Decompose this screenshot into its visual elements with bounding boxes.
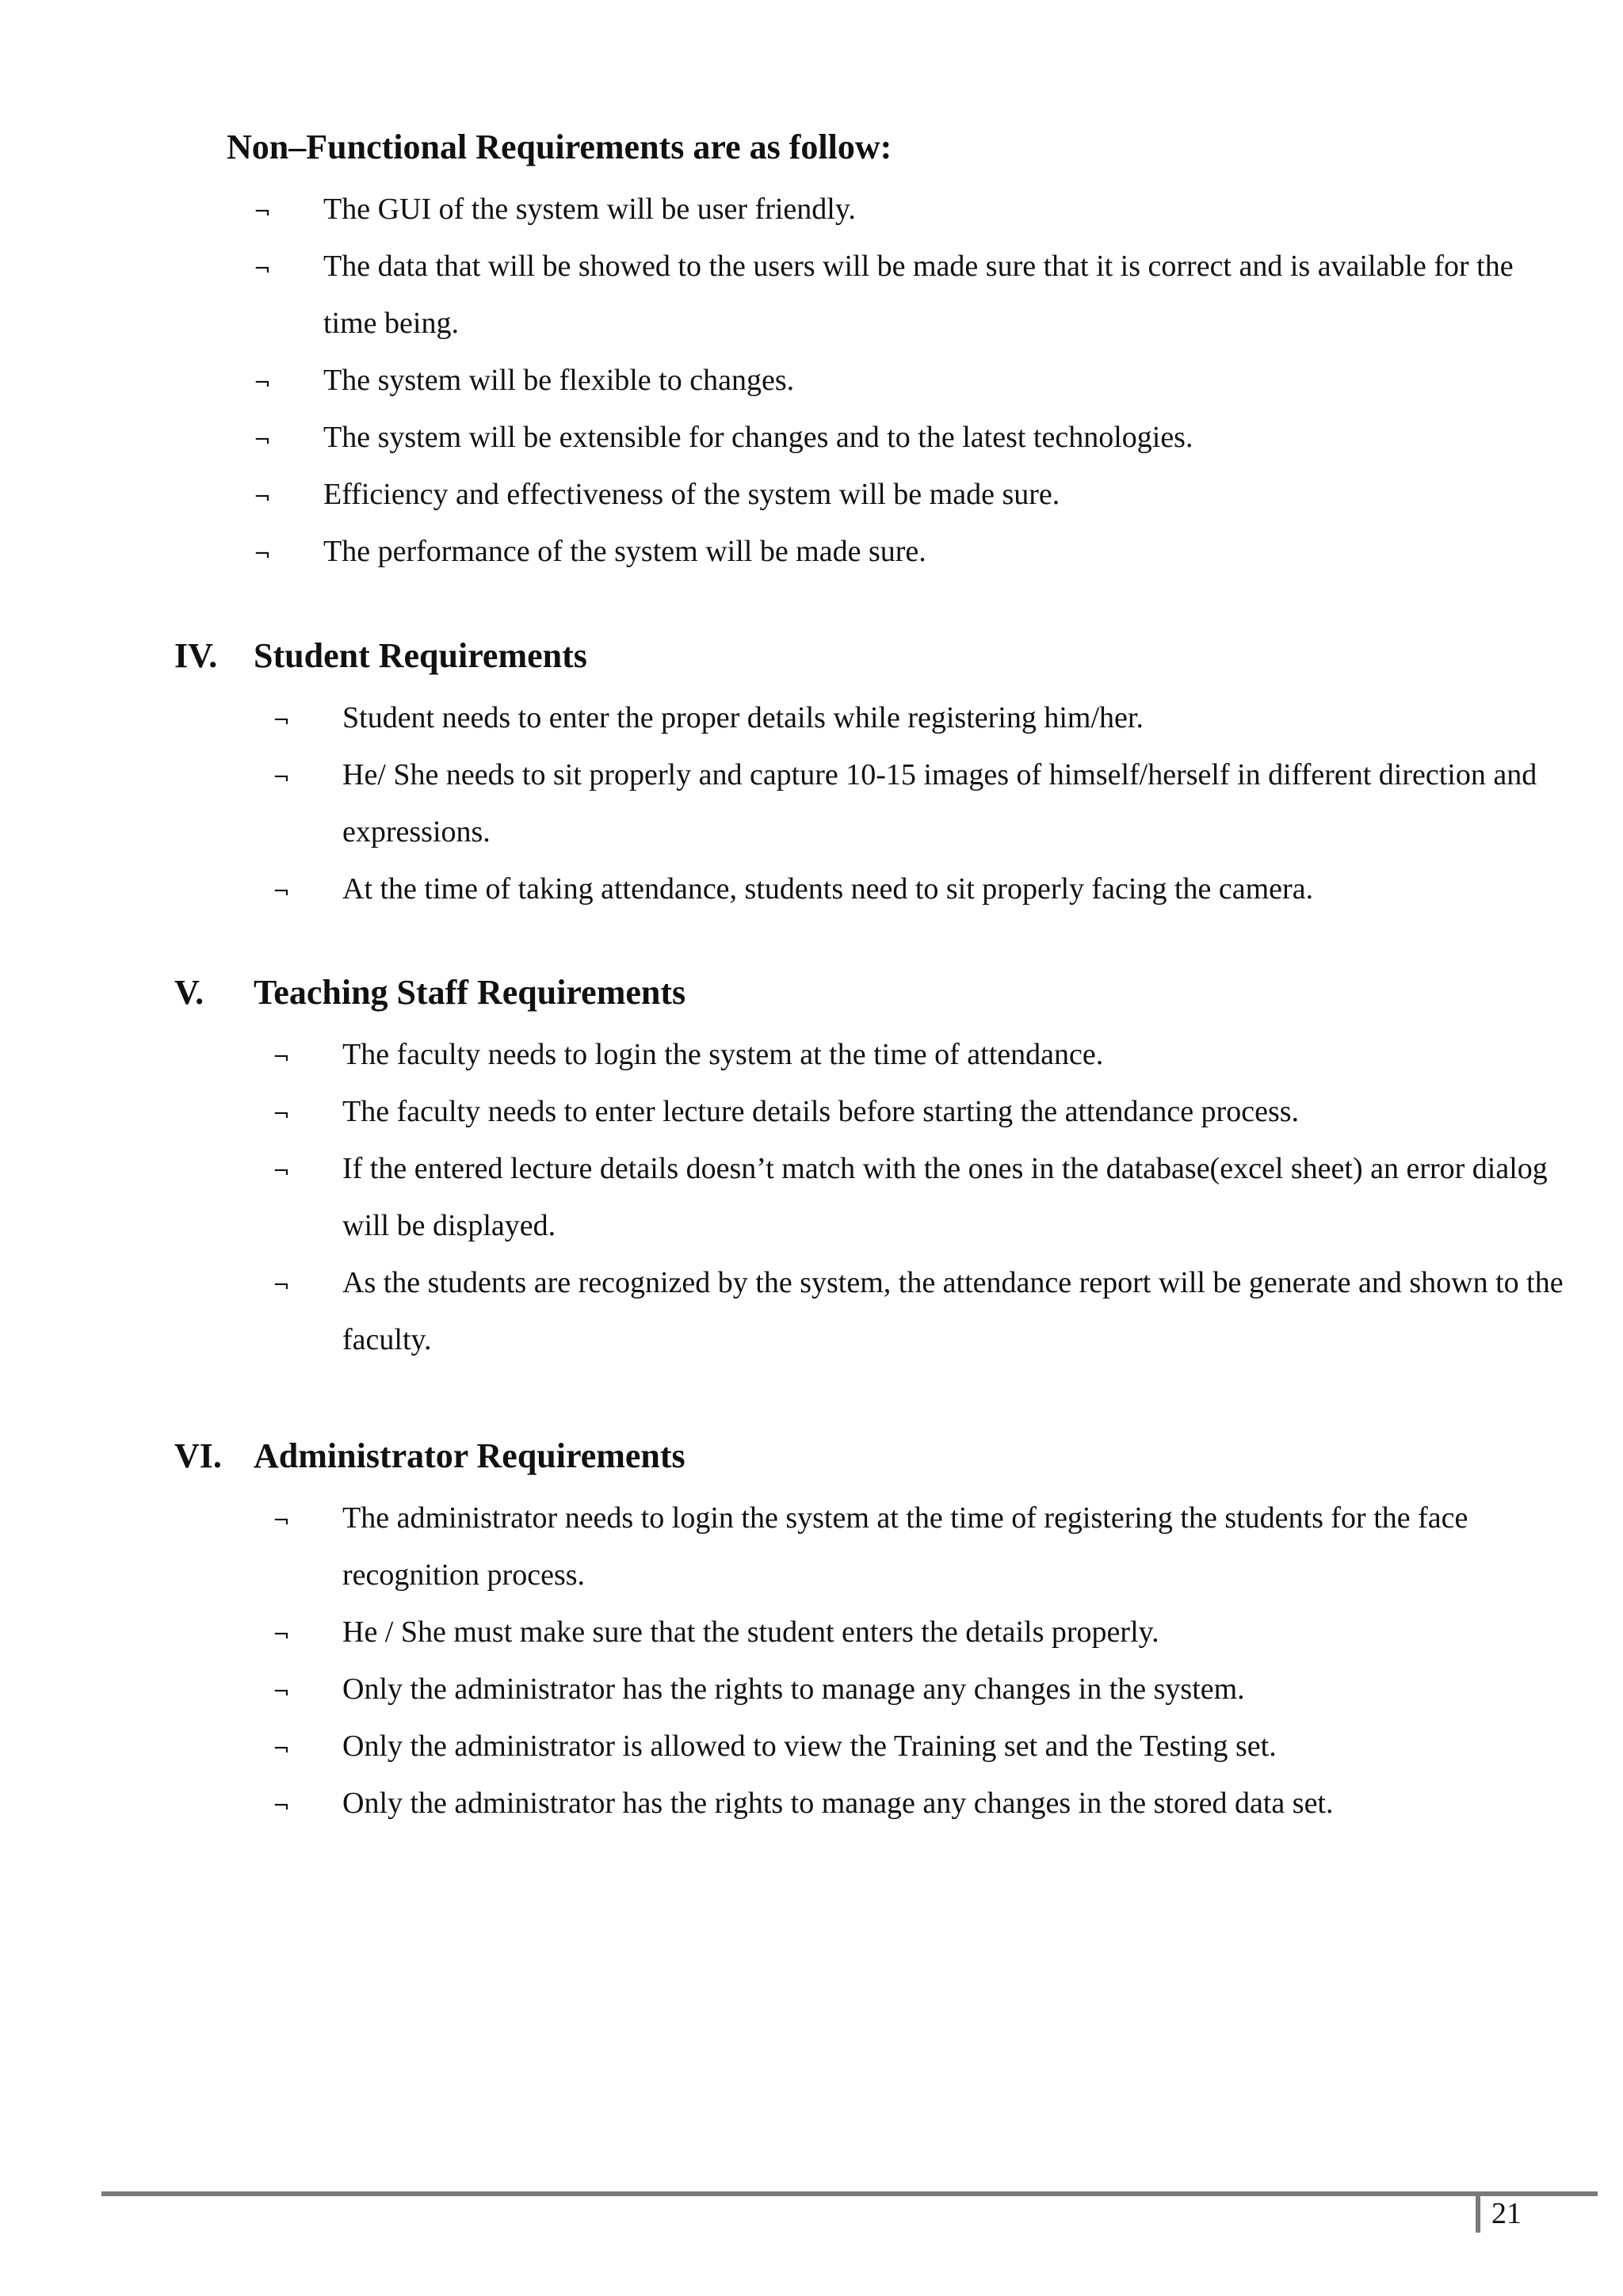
- section-title: Student Requirements: [254, 636, 587, 675]
- non-functional-list: [254, 181, 1569, 580]
- list-item: [273, 1604, 1572, 1661]
- list-item-text: The faculty needs to login the system at the time of attendance.: [342, 1038, 1104, 1071]
- bullet-icon: ¬: [273, 1623, 290, 1647]
- section-heading-teaching-staff: [174, 964, 685, 1021]
- administrator-requirements-list: [273, 1489, 1572, 1832]
- teaching-staff-requirements-list: [273, 1026, 1572, 1368]
- bullet-icon: ¬: [254, 543, 271, 566]
- page-number-divider: [1476, 2191, 1480, 2233]
- list-item: [273, 860, 1572, 917]
- list-item: [254, 466, 1569, 523]
- list-item-text: The faculty needs to enter lecture details before starting the attendance process.: [342, 1095, 1300, 1128]
- list-item: [273, 746, 1572, 860]
- student-requirements-list: [273, 689, 1572, 917]
- list-item: [273, 1661, 1572, 1718]
- list-item: [254, 523, 1569, 580]
- list-item-text: If the entered lecture details doesn’t match with the ones in the database(excel sheet) an error dialog will be displayed.: [342, 1152, 1548, 1242]
- section-heading-administrator: [174, 1428, 685, 1485]
- section-title: Administrator Requirements: [254, 1436, 685, 1475]
- bullet-icon: ¬: [273, 1737, 290, 1761]
- bullet-icon: ¬: [273, 1274, 290, 1298]
- footer-rule: [101, 2191, 1598, 2196]
- list-item: [273, 1026, 1572, 1083]
- bullet-icon: ¬: [273, 709, 290, 733]
- bullet-icon: ¬: [254, 486, 271, 509]
- list-item-text: The GUI of the system will be user friendly.: [323, 193, 856, 226]
- bullet-icon: ¬: [273, 1794, 290, 1818]
- list-item-text: Efficiency and effectiveness of the system will be made sure.: [323, 478, 1060, 511]
- section-title: Teaching Staff Requirements: [254, 973, 686, 1012]
- page-number: 21: [1491, 2197, 1522, 2230]
- bullet-icon: ¬: [254, 257, 271, 281]
- list-item: [273, 1489, 1572, 1604]
- list-item-text: As the students are recognized by the system, the attendance report will be generate and shown to the faculty.: [342, 1266, 1564, 1356]
- list-item: [254, 352, 1569, 409]
- list-item: [254, 409, 1569, 466]
- bullet-icon: ¬: [254, 429, 271, 452]
- bullet-icon: ¬: [273, 1680, 290, 1704]
- section-heading-student: [174, 627, 587, 685]
- list-item: [273, 1718, 1572, 1775]
- list-item-text: The performance of the system will be made sure.: [323, 535, 926, 568]
- list-item: [273, 1140, 1572, 1254]
- bullet-icon: ¬: [273, 1103, 290, 1127]
- bullet-icon: ¬: [273, 766, 290, 790]
- non-functional-heading: Non–Functional Requirements are as follow:: [227, 128, 892, 166]
- bullet-icon: ¬: [254, 200, 271, 224]
- list-item-text: The system will be flexible to changes.: [323, 364, 795, 397]
- bullet-icon: ¬: [273, 1046, 290, 1070]
- bullet-icon: ¬: [273, 1160, 290, 1184]
- list-item-text: The administrator needs to login the system at the time of registering the students for the face recognition process.: [342, 1501, 1468, 1592]
- list-item-text: Student needs to enter the proper details while registering him/her.: [342, 701, 1144, 734]
- list-item-text: The data that will be showed to the users will be made sure that it is correct and is available for the time being.: [323, 250, 1514, 340]
- list-item: [273, 1083, 1572, 1140]
- list-item-text: He / She must make sure that the student enters the details properly.: [342, 1615, 1159, 1649]
- list-item: [254, 181, 1569, 238]
- bullet-icon: ¬: [254, 372, 271, 395]
- list-item-text: At the time of taking attendance, students need to sit properly facing the camera.: [342, 872, 1314, 906]
- bullet-icon: ¬: [273, 880, 290, 904]
- list-item: [273, 1775, 1572, 1832]
- list-item-text: Only the administrator has the rights to manage any changes in the stored data set.: [342, 1787, 1334, 1820]
- list-item: [273, 689, 1572, 746]
- section-number: IV.: [174, 636, 218, 675]
- bullet-icon: ¬: [273, 1509, 290, 1533]
- list-item-text: The system will be extensible for changes and to the latest technologies.: [323, 421, 1193, 454]
- section-number: V.: [174, 973, 204, 1012]
- list-item: [254, 238, 1569, 352]
- section-number: VI.: [174, 1436, 222, 1475]
- list-item-text: He/ She needs to sit properly and capture 10-15 images of himself/herself in different direction and expressions.: [342, 758, 1537, 849]
- list-item-text: Only the administrator is allowed to view the Training set and the Testing set.: [342, 1730, 1277, 1763]
- list-item: [273, 1254, 1572, 1368]
- list-item-text: Only the administrator has the rights to manage any changes in the system.: [342, 1672, 1245, 1706]
